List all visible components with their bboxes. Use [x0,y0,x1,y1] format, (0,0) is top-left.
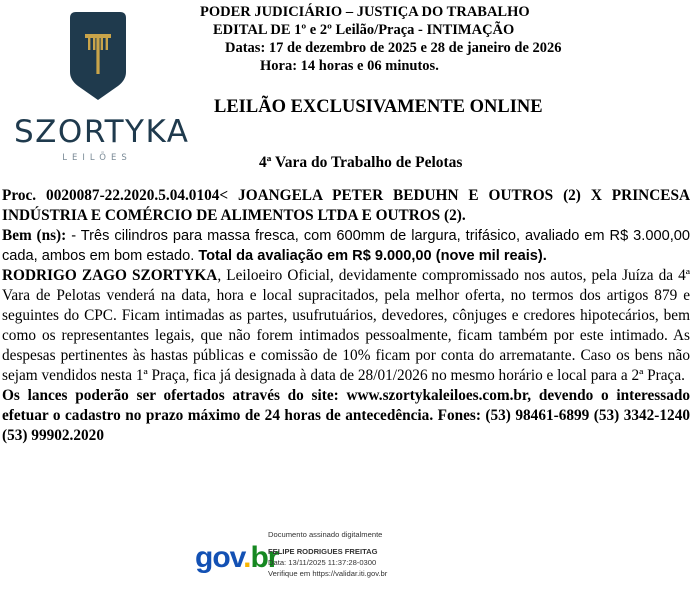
logo-brand: SZORTYKA [14,114,190,150]
header-line-2: EDITAL DE 1º e 2º Leilão/Praça - INTIMAÇÃO [213,22,515,38]
process-line: Proc. 0020087-22.2020.5.04.0104< JOANGELA PETER BEDUHN E OUTROS (2) X PRINCESA INDÚSTRIA E COMÉRCIO DE ALIMENTOS LTDA E OUTROS (2). [2,187,690,224]
goods-paragraph [2,226,690,266]
edital-body [2,186,690,446]
header-line-1: PODER JUDICIÁRIO – JUSTIÇA DO TRABALHO [200,4,530,20]
gov-br-logo: gov.br [195,541,279,574]
signature-details [268,529,387,579]
edital-header [180,3,580,75]
signature-verify-link[interactable]: Verifique em https://validar.iti.gov.br [268,569,388,578]
goods-label: Bem (ns): [2,227,67,244]
bids-paragraph: Os lances poderão ser ofertados através do site: www.szortykaleiloes.com.br, devendo o interessado efetuar o cadastro no prazo máximo de 24 horas de antecedência. Fones: (53) 98461-6899 (53) 3342-1240 (53) 99902.2020 [2,387,690,444]
goods-total: Total da avaliação em R$ 9.000,00 (nove mil reais). [198,248,547,264]
auctioneer-paragraph [2,266,690,386]
header-line-4: Hora: 14 horas e 06 minutos. [260,58,439,74]
signature-date: Data: 13/11/2025 11:37:28-0300 [268,558,377,567]
szortyka-logo [14,10,190,163]
goods-text: - Três cilindros para massa fresca, com 600mm de largura, trifásico, avaliado em R$ 3.000,00 cada, ambos em bom estado. [2,228,690,264]
online-title: LEILÃO EXCLUSIVAMENTE ONLINE [214,97,543,117]
signature-title: Documento assinado digitalmente [268,530,383,539]
auctioneer-text: , Leiloeiro Oficial, devidamente compromissado nos autos, pela Juíza da 4ª Vara de Pelotas venderá na data, hora e local supracitados, pela melhor oferta, no termos dos artigos 879 e seguintes do CPC. Ficam intimadas as partes, usufrutuários, devedores, cônjuges e credores hipotecários, bem como os representantes legais, que não forem intimados pessoalmente, ficam também por este intimado. As despesas pertinentes às hastas públicas e comissão de 10% ficam por conta do arrematante. Caso os bens não sejam vendidos nesta 1ª Praça, fica já designada à data de 28/01/2026 no mesmo horário e local para a 2ª Praça. [2,267,690,384]
header-line-3: Datas: 17 de dezembro de 2025 e 28 de janeiro de 2026 [225,40,562,56]
shield-icon [68,10,128,102]
auctioneer-name: RODRIGO ZAGO SZORTYKA [2,267,218,284]
digital-signature-stamp [195,525,495,597]
signer-name: FELIPE RODRIGUES FREITAG [268,547,378,556]
logo-subtitle: LEILÕES [62,153,132,163]
court-name: 4ª Vara do Trabalho de Pelotas [259,154,463,171]
